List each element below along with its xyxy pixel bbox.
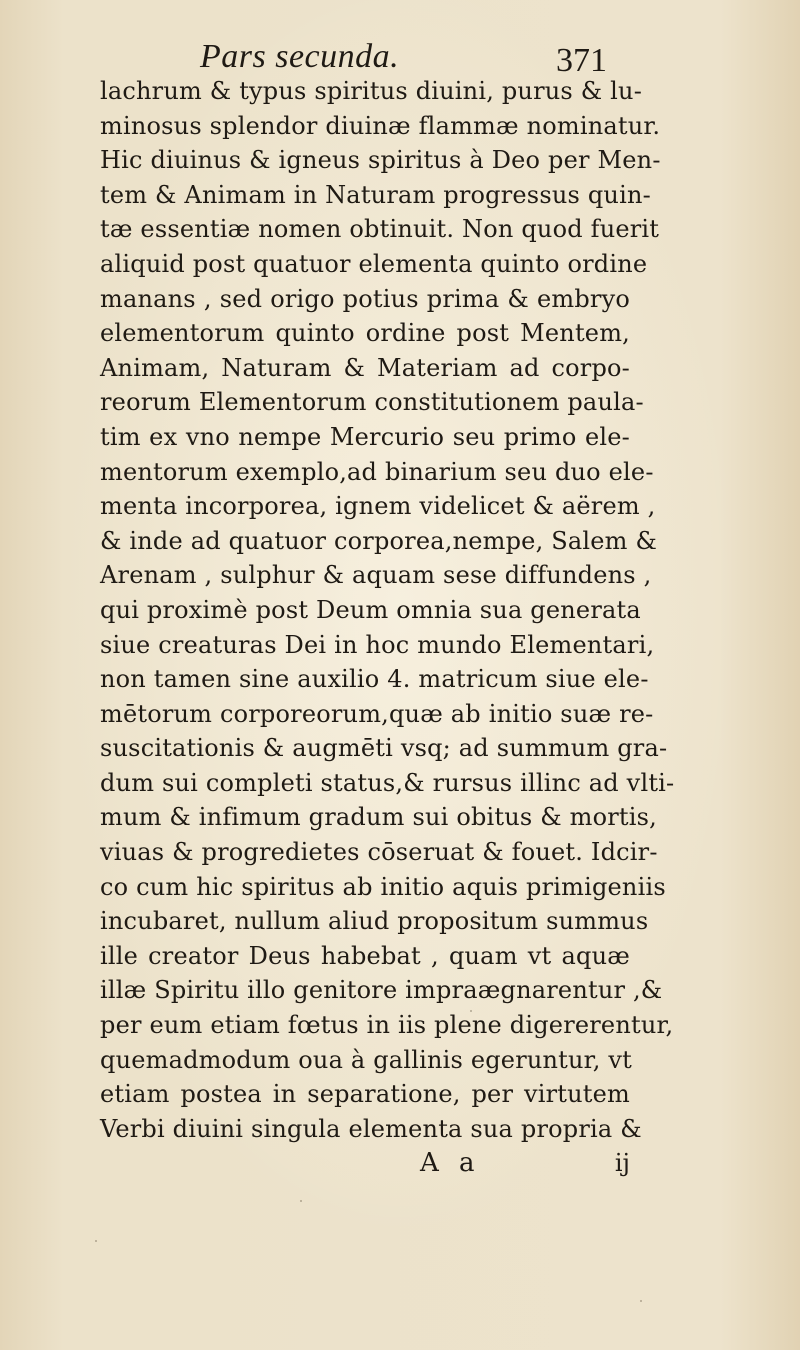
text-line: suscitationis & augmēti vsq; ad summum gra- — [100, 734, 668, 763]
text-line: mum & infimum gradum sui obitus & mortis, — [100, 803, 657, 832]
text-line: qui proximè post Deum omnia sua generata — [100, 595, 641, 624]
text-line: lachrum & typus spiritus diuini, purus & lu- — [100, 77, 643, 105]
text-line: viuas & progredietes cōseruat & fouet. Idcir- — [100, 838, 658, 867]
text-line: minosus splendor diuinæ flammæ nominatur. — [100, 111, 661, 140]
text-line: dum sui completi status,& rursus illinc ad vlti- — [100, 768, 675, 797]
text-line: quemadmodum oua à gallinis egeruntur, vt — [100, 1045, 632, 1074]
page-number: 371 — [556, 42, 607, 79]
text-line: Animam, Naturam & Materiam ad corpo- — [100, 353, 630, 382]
text-line: illæ Spiritu illo genitore impraægnarentur ,& — [100, 976, 663, 1005]
text-line: per eum etiam fœtus in iis plene digererentur, — [100, 1011, 674, 1040]
text-line: mentorum exemplo,ad binarium seu duo ele- — [100, 457, 654, 486]
text-line: reorum Elementorum constitutionem paula- — [100, 388, 644, 417]
text-line: tem & Animam in Naturam progressus quin- — [100, 180, 651, 209]
body-text — [100, 74, 675, 1180]
text-line: Verbi diuini singula elementa sua propria & — [100, 1114, 642, 1143]
catchword: ij — [614, 1149, 630, 1178]
text-line: etiam postea in separatione, per virtutem — [100, 1080, 630, 1109]
footer-row — [100, 1146, 630, 1180]
text-line: mētorum corporeorum,quæ ab initio suæ re- — [100, 699, 654, 728]
signature-mark: A a — [420, 1148, 481, 1179]
text-line: manans , sed origo potius prima & embryo — [100, 284, 630, 313]
paper-speck — [470, 1010, 472, 1012]
text-line: tæ essentiæ nomen obtinuit. Non quod fuerit — [100, 215, 660, 244]
text-line: ille creator Deus habebat , quam vt aquæ — [100, 941, 630, 970]
paper-speck — [640, 1300, 642, 1302]
text-line: non tamen sine auxilio 4. matricum siue ele- — [100, 665, 649, 694]
text-line: incubaret, nullum aliud propositum summus — [100, 907, 649, 936]
text-line: siue creaturas Dei in hoc mundo Elementari, — [100, 630, 655, 659]
text-line: tim ex vno nempe Mercurio seu primo ele- — [100, 422, 630, 451]
paper-speck — [95, 1240, 97, 1242]
running-head: Pars secunda. — [200, 38, 400, 75]
text-line: Hic diuinus & igneus spiritus à Deo per Men- — [100, 146, 661, 175]
text-line: menta incorporea, ignem videlicet & aërem , — [100, 492, 656, 521]
text-line: co cum hic spiritus ab initio aquis primigeniis — [100, 872, 666, 901]
text-line: Arenam , sulphur & aquam sese diffundens , — [100, 561, 652, 590]
text-line: elementorum quinto ordine post Mentem, — [100, 319, 630, 348]
text-line: & inde ad quatuor corporea,nempe, Salem & — [100, 526, 658, 555]
text-line: aliquid post quatuor elementa quinto ordine — [100, 249, 648, 278]
paper-speck — [300, 1200, 302, 1202]
